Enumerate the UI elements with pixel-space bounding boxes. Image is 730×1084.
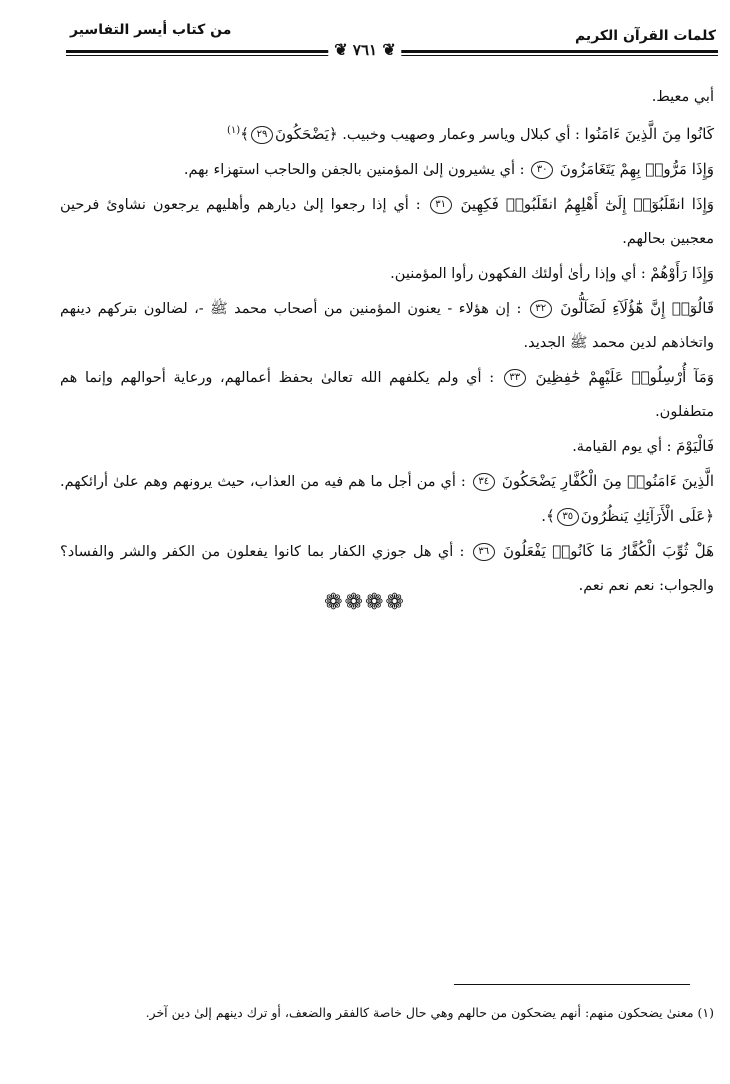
verse-number-marker: ٣٠ xyxy=(531,161,553,179)
explanation: : أي يوم القيامة. xyxy=(572,438,672,455)
quran-quote: ﴿يَضْحَكُونَ xyxy=(274,124,338,143)
paragraph-2 xyxy=(60,152,714,187)
paragraph-3 xyxy=(60,187,714,256)
paragraph-4 xyxy=(60,256,714,291)
quote-close: ﴾ xyxy=(240,124,249,143)
explanation: : أي إذا رجعوا إلىٰ ديارهم وأهليهم يرجعون نشاوئ فرحين معجبين بحالهم. xyxy=(60,196,714,247)
page-header xyxy=(0,8,730,68)
paragraph-7 xyxy=(60,429,714,464)
flourish-left-icon: ❦ xyxy=(334,40,348,59)
verse-number-marker: ٢٩ xyxy=(251,126,273,144)
quran-quote: وَإِذَا انقَلَبُوٓا۟ إِلَىٰٓ أَهْلِهِمُ انقَلَبُوا۟ فَكِهِينَ xyxy=(460,194,714,213)
footnote-rule xyxy=(454,984,690,985)
footnote xyxy=(64,998,714,1028)
explanation: : أي من أجل ما هم فيه من العذاب، حيث يرونهم وهم علىٰ أرائكهم. xyxy=(60,473,466,490)
paragraph-5 xyxy=(60,291,714,360)
quote-close: ﴾. xyxy=(541,506,555,525)
verse-number-marker: ٣٦ xyxy=(473,543,495,561)
verse-number-marker: ٣٤ xyxy=(473,473,495,491)
footnote-text: (١) معنىٰ يضحكون منهم: أنهم يضحكون من حالهم وهي حال خاصة كالفقر والضعف، أو ترك دينهم إلىٰ دين آخر. xyxy=(145,1005,714,1020)
footnote-ref: (١) xyxy=(227,125,241,136)
paragraph-6 xyxy=(60,360,714,429)
paragraph-8 xyxy=(60,464,714,534)
explanation: : أي ولم يكلفهم الله تعالىٰ بحفظ أعمالهم، ورعاية أحوالهم وإنما هم متطفلون. xyxy=(60,369,714,420)
quran-quote: ﴿عَلَى الْأَرَآئِكِ يَنظُرُونَ xyxy=(580,506,714,525)
intro-text: أبي معيط. xyxy=(651,89,714,105)
quran-quote: وَإِذَا مَرُّوا۟ بِهِمْ يَتَغَامَزُونَ xyxy=(559,159,714,178)
quran-quote: فَالْيَوْمَ xyxy=(676,436,714,455)
verse-number-marker: ٣٥ xyxy=(557,508,579,526)
tafsir-body xyxy=(60,80,714,603)
quran-quote: كَانُوا مِنَ الَّذِينَ ءَامَنُوا xyxy=(584,124,714,143)
explanation: : أي يشيرون إلىٰ المؤمنين بالجفن والحاجب استهزاء بهم. xyxy=(183,161,525,178)
paragraph-intro xyxy=(60,80,714,114)
page-number-ornament xyxy=(328,40,401,59)
explanation: : أي وإذا رأىٰ أولئك الفكهون رأوا المؤمنين. xyxy=(390,265,646,282)
explanation: : أي كبلال وياسر وعمار وصهيب وخبيب. xyxy=(342,126,580,143)
verse-number-marker: ٣٣ xyxy=(504,369,526,387)
page-number: ٧٦١ xyxy=(352,41,378,59)
explanation: : أي هل جوزي الكفار بما كانوا يفعلون من الكفر والشر والفساد؟ والجواب: نعم نعم نعم. xyxy=(60,543,714,594)
flourish-right-icon: ❦ xyxy=(382,40,396,59)
running-title-left: من كتاب أيسر التفاسير xyxy=(70,22,232,38)
quran-quote: هَلْ ثُوِّبَ الْكُفَّارُ مَا كَانُوا۟ يَفْعَلُونَ xyxy=(503,541,714,560)
section-divider-ornament: ❁❁❁❁ xyxy=(324,590,406,615)
quran-quote: قَالُوٓا۟ إِنَّ هَٰٓؤُلَآءِ لَضَآلُّونَ xyxy=(560,298,714,317)
paragraph-1 xyxy=(60,114,714,152)
explanation: : إن هؤلاء - يعنون المؤمنين من أصحاب محمد ﷺ -، لضالون بتركهم دينهم واتخاذهم لدين محمد ﷺ الجديد. xyxy=(60,300,714,351)
running-title-right: كلمات القرآن الكريم xyxy=(574,28,716,44)
quran-quote: وَإِذَا رَأَوْهُمْ xyxy=(650,263,714,282)
verse-number-marker: ٣٢ xyxy=(530,300,552,318)
verse-number-marker: ٣١ xyxy=(430,196,452,214)
quran-quote: الَّذِينَ ءَامَنُوا۟ مِنَ الْكُفَّارِ يَضْحَكُونَ xyxy=(501,471,715,490)
quran-quote: وَمَآ أُرْسِلُوا۟ عَلَيْهِمْ حَٰفِظِينَ xyxy=(535,367,714,386)
